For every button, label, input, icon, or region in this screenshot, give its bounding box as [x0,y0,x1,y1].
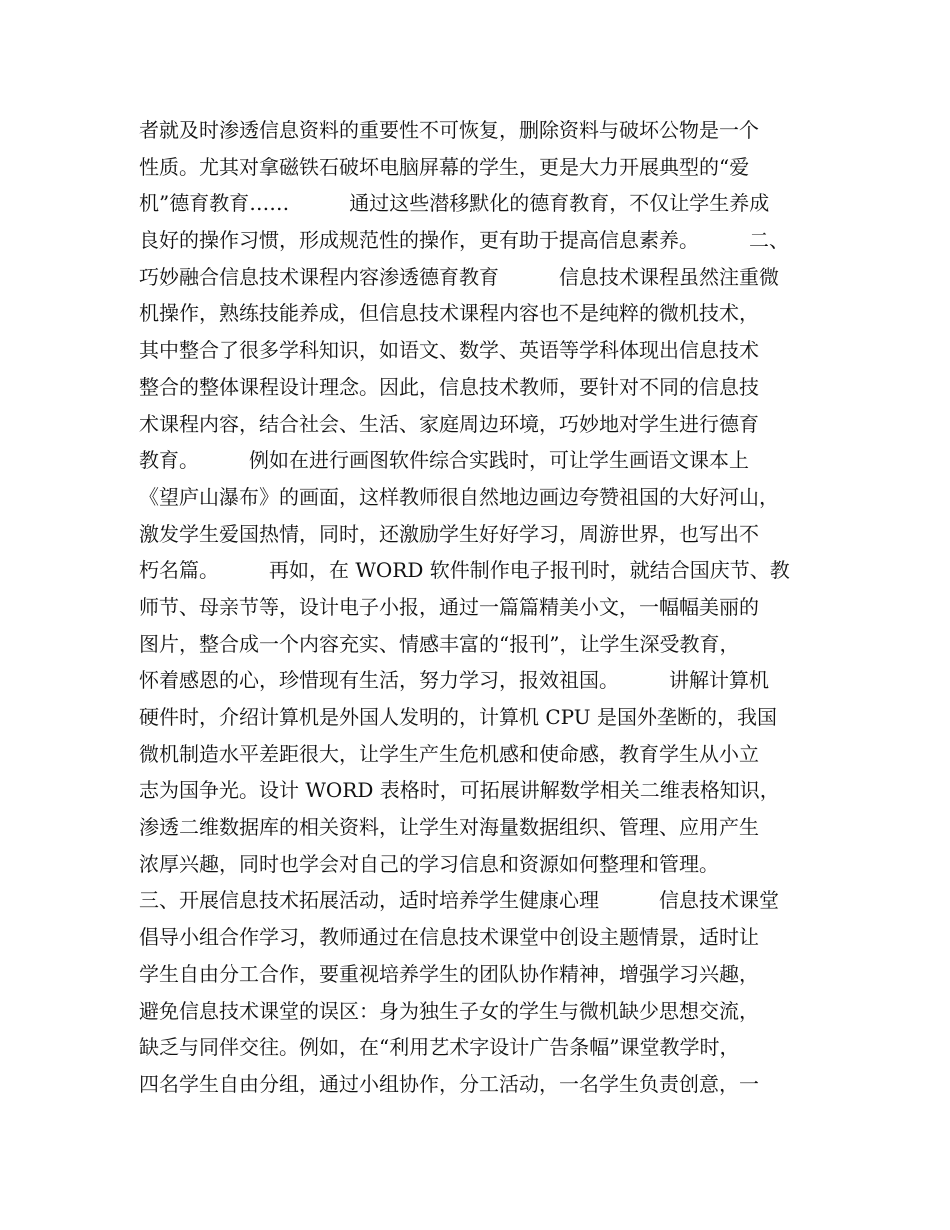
body-text [139,112,829,1103]
text-line: 整合的整体课程设计理念。因此，信息技术教师，要针对不同的信息技 [139,374,759,399]
text-line: 机操作，熟练技能养成，但信息技术课程内容也不是纯粹的微机技术， [139,301,759,326]
text-line: 三、开展信息技术拓展活动，适时培养学生健康心理 信息技术课堂 [139,888,779,913]
text-line: 教育。 例如在进行画图软件综合实践时，可让学生画语文课本上 [139,448,749,473]
text-line: 微机制造水平差距很大，让学生产生危机感和使命感，教育学生从小立 [139,741,759,766]
text-line: 机”德育教育…… 通过这些潜移默化的德育教育，不仅让学生养成 [139,191,770,216]
text-line: 浓厚兴趣，同时也学会对自己的学习信息和资源如何整理和管理。 [139,851,719,876]
text-line: 激发学生爱国热情，同时，还激励学生好好学习，周游世界，也写出不 [139,521,759,546]
text-line: 志为国争光。设计 WORD 表格时，可拓展讲解数学相关二维表格知识， [139,778,780,803]
text-line: 术课程内容，结合社会、生活、家庭周边环境，巧妙地对学生进行德育 [139,411,759,436]
text-line: 巧妙融合信息技术课程内容渗透德育教育 信息技术课程虽然注重微 [139,264,779,289]
text-line: 者就及时渗透信息资料的重要性不可恢复，删除资料与破坏公物是一个 [139,118,759,142]
text-line: 硬件时，介绍计算机是外国人发明的，计算机 CPU 是国外垄断的，我国 [139,705,777,729]
text-line: 《望庐山瀑布》的画面，这样教师很自然地边画边夸赞祖国的大好河山， [139,484,779,509]
text-line: 倡导小组合作学习，教师通过在信息技术课堂中创设主题情景，适时让 [139,925,759,950]
text-line: 避免信息技术课堂的误区：身为独生子女的学生与微机缺少思想交流， [139,998,759,1023]
text-line: 学生自由分工合作，要重视培养学生的团队协作精神，增强学习兴趣， [139,961,759,986]
text-line: 缺乏与同伴交往。例如，在“利用艺术字设计广告条幅”课堂教学时， [139,1035,740,1060]
text-line: 怀着感恩的心，珍惜现有生活，努力学习，报效祖国。 讲解计算机 [139,668,769,693]
text-line: 师节、母亲节等，设计电子小报，通过一篇篇精美小文，一幅幅美丽的 [139,594,759,619]
text-line: 良好的操作习惯，形成规范性的操作，更有助于提高信息素养。 二、 [139,228,789,253]
text-line: 渗透二维数据库的相关资料，让学生对海量数据组织、管理、应用产生 [139,815,759,840]
text-line: 四名学生自由分组，通过小组协作，分工活动，一名学生负责创意，一 [139,1071,759,1096]
text-line: 性质。尤其对拿磁铁石破坏电脑屏幕的学生，更是大力开展典型的“爱 [139,154,750,179]
text-line: 图片，整合成一个内容充实、情感丰富的“报刊”，让学生深受教育， [139,631,740,656]
text-line: 其中整合了很多学科知识，如语文、数学、英语等学科体现出信息技术 [139,338,759,363]
text-line: 朽名篇。 再如，在 WORD 软件制作电子报刊时，就结合国庆节、教 [139,558,790,583]
